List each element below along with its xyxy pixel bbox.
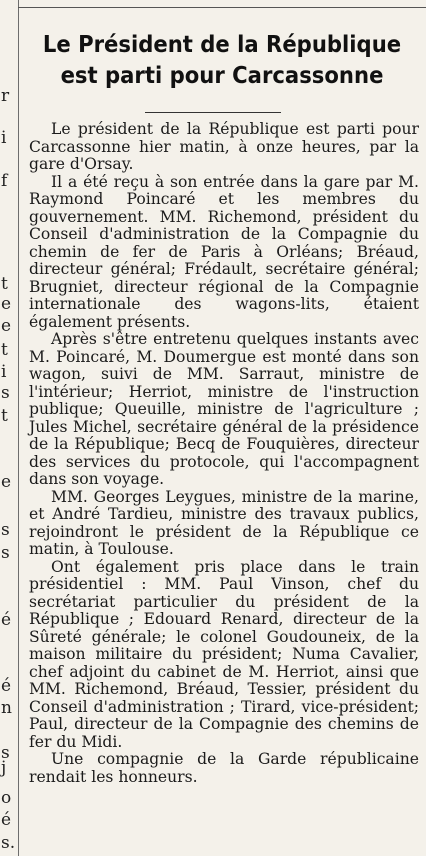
fragment: e: [1, 316, 12, 336]
fragment: n: [1, 698, 12, 718]
headline-line-2: est parti pour Carcassonne: [60, 63, 384, 89]
fragment: r: [1, 86, 10, 106]
headline-line-1: Le Président de la République: [42, 32, 402, 58]
fragment: s: [1, 743, 10, 763]
column-divider: [18, 0, 19, 856]
fragment: t: [1, 406, 8, 426]
paragraph: Après s'être entretenu quelques instants avec M. Poincaré, M. Doumergue est monté dans son wagon, suivi de MM. Sarraut, ministre de l'intérieur; Herriot, ministre de l'instruction publique; Queuille, ministre de l'agriculture ; Jules Michel, secrétaire général de la présidence de la République; Becq de Fouquières, directeur des services du protocole, qui l'accompagnent dans son voyage.: [29, 330, 419, 488]
article-body: [29, 121, 419, 786]
fragment: s.: [1, 833, 16, 853]
fragment: i: [1, 128, 7, 148]
fragment: f: [1, 171, 8, 191]
fragment: t: [1, 340, 8, 360]
fragment: e: [1, 472, 12, 492]
headline-rule: [145, 112, 281, 113]
left-column-fragments: [0, 0, 17, 856]
paragraph: MM. Georges Leygues, ministre de la marine, et André Tardieu, ministre des travaux publics, rejoindront le président de la République ce matin, à Toulouse.: [29, 487, 419, 558]
paragraph: Ont également pris place dans le train présidentiel : MM. Paul Vinson, chef du secrétariat particulier du président de la République ; Edouard Renard, directeur de la Sûreté générale; le colonel Goudouneix, de la maison militaire du président; Numa Cavalier, chef adjoint du cabinet de M. Herriot, ainsi que MM. Richemond, Bréaud, Tessier, président du Conseil d'administration ; Tirard, vice-président; Paul, directeur de la Compagnie des chemins de fer du Midi.: [29, 557, 419, 751]
paragraph: Une compagnie de la Garde républicaine rendait les honneurs.: [29, 750, 419, 786]
fragment: i: [1, 362, 7, 382]
fragment: é: [1, 810, 12, 830]
fragment: j: [1, 758, 7, 778]
fragment: s: [1, 383, 10, 403]
fragment: o: [1, 788, 12, 808]
fragment: é: [1, 676, 12, 696]
fragment: é: [1, 610, 12, 630]
fragment: s: [1, 520, 10, 540]
fragment: t: [1, 274, 8, 294]
top-divider: [18, 7, 426, 8]
paragraph: Le président de la République est parti pour Carcassonne hier matin, à onze heures, par la gare d'Orsay.: [29, 120, 419, 173]
paragraph: Il a été reçu à son entrée dans la gare par M. Raymond Poincaré et les membres du gouvernement. MM. Richemond, président du Conseil d'administration de la Compagnie du chemin de fer de Paris à Orléans; Bréaud, directeur général; Frédault, secrétaire général; Brugniet, directeur régional de la Compagnie internationale des wagons-lits, étaient également présents.: [29, 172, 419, 331]
article-headline: [38, 30, 406, 92]
fragment: s: [1, 543, 10, 563]
fragment: e: [1, 294, 12, 314]
